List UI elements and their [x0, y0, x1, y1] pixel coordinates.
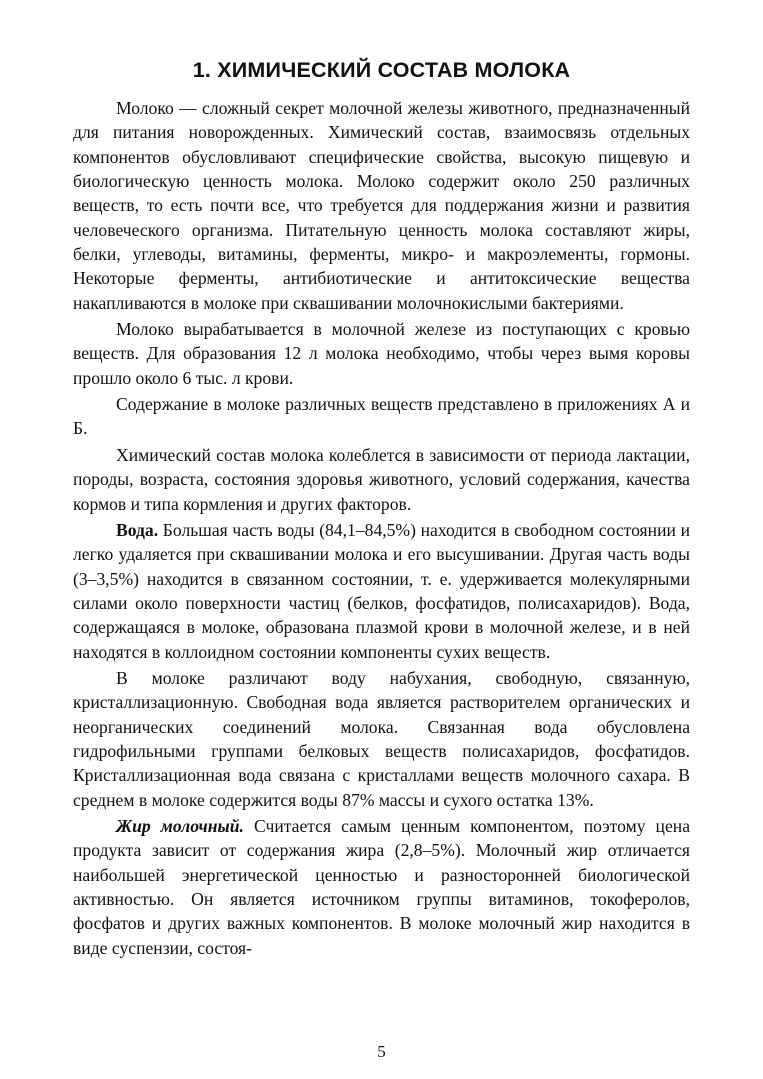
paragraph-milk-production — [73, 317, 690, 390]
page-number: 5 — [377, 1042, 386, 1061]
page-title: 1. ХИМИЧЕСКИЙ СОСТАВ МОЛОКА — [192, 58, 571, 82]
paragraph-text: В молоке различают воду набухания, свободную, связанную, кристаллизационную. Свободная вода является растворителем органических и неорганических соединений молока. Связанная вода обусловлена гидрофильными группами белковых веществ полисахаридов, фосфатидов. Кристаллизационная вода связана с кристаллами веществ молочного сахара. В среднем в молоке содержится воды 87% массы и сухого остатка 13%. — [73, 667, 690, 810]
paragraph-composition-factors — [73, 443, 690, 516]
paragraph-milk-definition — [73, 96, 690, 315]
paragraph-text: Молоко вырабатывается в молочной железе из поступающих с кровью веществ. Для образования 12 л молока необходимо, чтобы через вымя коровы прошло около 6 тыс. л крови. — [73, 319, 690, 388]
paragraph-text: Содержание в молоке различных веществ представлено в приложениях А и Б. — [73, 394, 690, 439]
paragraph-text: Молоко — сложный секрет молочной железы животного, предназначенный для питания новорожденных. Химический состав, взаимосвязь отдельных компонентов обусловливают специфические свойства, высокую пищевую и биологическую ценность молока. Молоко содержит около 250 различных веществ, то есть почти все, что требуется для поддержания жизни и развития человеческого организма. Питательную ценность молока составляют жиры, белки, углеводы, витамины, ферменты, микро- и макроэлементы, гормоны. Некоторые ферменты, антибиотические и антитоксические вещества накапливаются в молоке при сквашивании молочнокислыми бактериями. — [73, 98, 690, 313]
paragraph-lead-water: Вода. — [116, 519, 159, 540]
paragraph-appendix-reference — [73, 392, 690, 441]
paragraph-water-types — [73, 666, 690, 812]
paragraph-text: Химический состав молока колеблется в зависимости от периода лактации, породы, возраста, состояния здоровья животного, условий содержания, качества кормов и типа кормления и других факторов. — [73, 444, 690, 514]
paragraph-water — [73, 518, 690, 664]
body-text — [73, 96, 690, 960]
paragraph-text: Считается самым ценным компонентом, поэтому цена продукта зависит от содержания жира (2,8–5%). Молочный жир отличается наибольшей энергетической ценностью и разносторонней биологической активностью. Он является источником группы витаминов, токоферолов, фосфатов и других важных компонентов. В молоке молочный жир находится в виде суспензии, состоя- — [73, 815, 690, 958]
paragraph-text: Большая часть воды (84,1–84,5%) находится в свободном состоянии и легко удаляется при сквашивании молока и его высушивании. Другая часть воды (3–3,5%) находится в связанном состоянии, т. е. удерживается молекулярными силами около поверхности частиц (белков, фосфатидов, полисахаридов). Вода, содержащаяся в молоке, образована плазмой крови в молочной железе, и в ней находятся в коллоидном состоянии компоненты сухих веществ. — [73, 519, 690, 662]
paragraph-milk-fat — [73, 814, 690, 960]
paragraph-lead-fat: Жир молочный. — [116, 815, 244, 836]
